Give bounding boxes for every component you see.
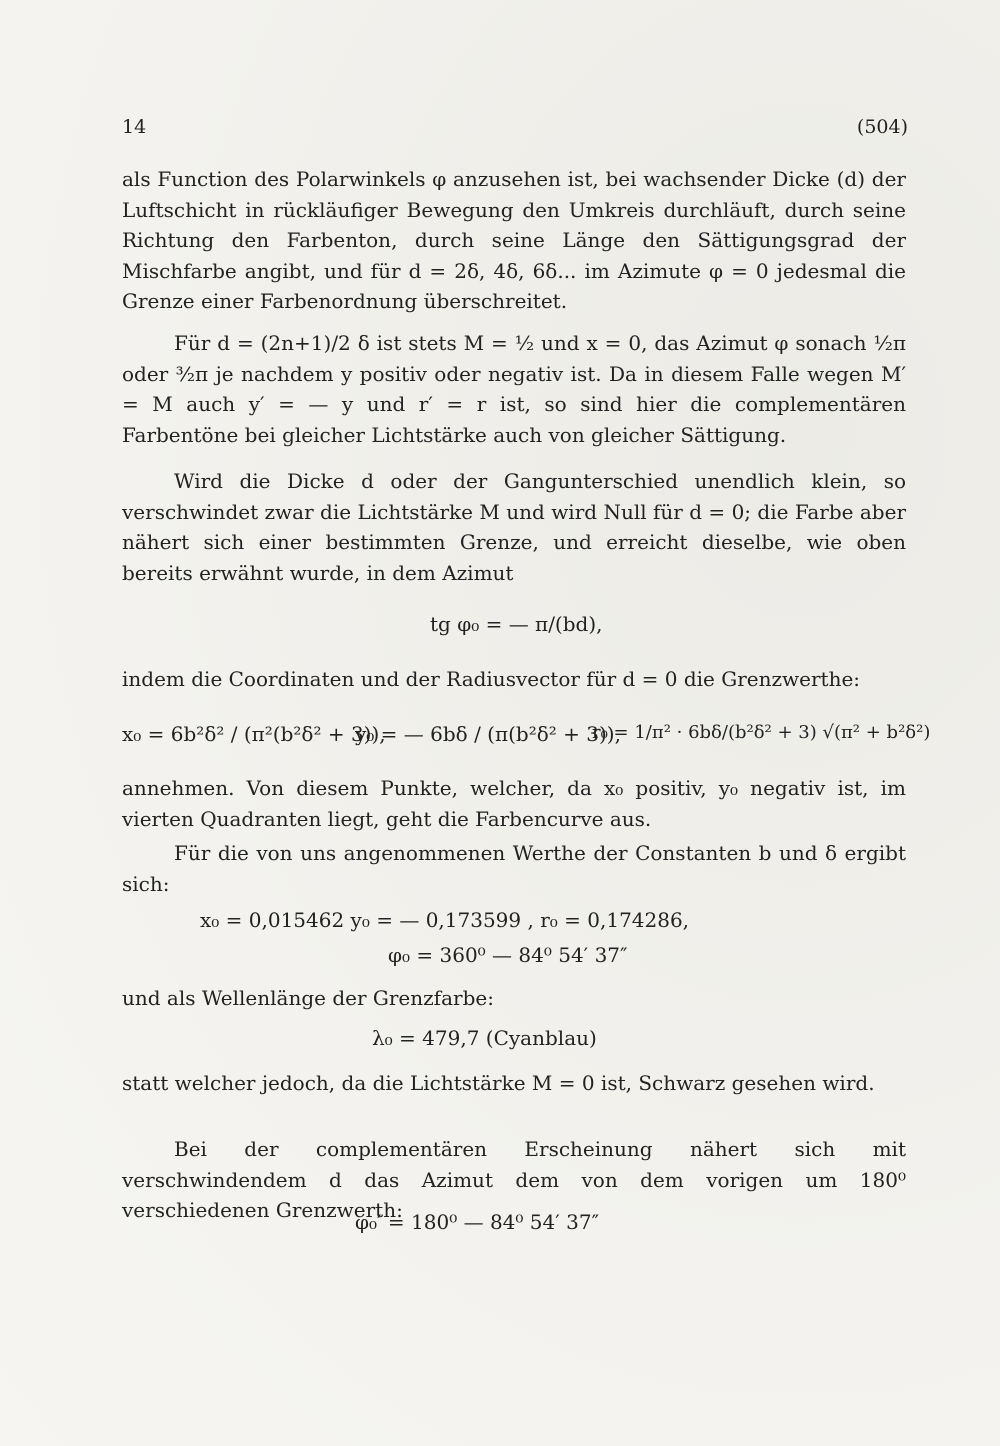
paragraph-2 (122, 328, 906, 450)
paragraph-3 (122, 466, 906, 588)
paragraph-text: statt welcher jedoch, da die Lichtstärke M = 0 ist, Schwarz gesehen wird. (122, 1071, 875, 1095)
paragraph-text: Wird die Dicke d oder der Gangunterschied unendlich klein, so verschwindet zwar die Lichtstärke M und wird Null für d = 0; die Farbe aber nähert sich einer bestimmten Grenze, und erreicht dieselbe, wie oben bereits erwähnt wurde, in dem Azimut (122, 469, 906, 585)
formula-x0: x₀ = 6b²δ² / (π²(b²δ² + 3)), (122, 722, 386, 746)
paragraph-text: als Function des Polarwinkels φ anzusehen ist, bei wachsender Dicke (d) der Luftschicht in rückläufiger Bewegung den Umkreis durchläuft, durch seine Richtung den Farbenton, durch seine Länge den Sättigungsgrad der Mischfarbe angibt, und für d = 2δ, 4δ, 6δ... im Azimute φ = 0 jedesmal die Grenze einer Farbenordnung überschreitet. (122, 167, 906, 313)
paragraph-text: und als Wellenlänge der Grenzfarbe: (122, 986, 494, 1010)
formula-azimut: tg φ₀ = — π/(bd), (430, 612, 603, 636)
paragraph-6 (122, 838, 906, 899)
formula-phi0: φ₀ = 360⁰ — 84⁰ 54′ 37″ (388, 943, 628, 967)
paragraph-7 (122, 983, 906, 1014)
paragraph-1 (122, 164, 906, 317)
formula-phi0-prime: φ₀′ = 180⁰ — 84⁰ 54′ 37″ (355, 1210, 600, 1234)
formula-r0: r₀ = 1/π² · 6bδ/(b²δ² + 3) √(π² + b²δ²) (592, 722, 931, 743)
paragraph-5 (122, 773, 906, 834)
paragraph-text: Für d = (2n+1)/2 δ ist stets M = ½ und x = 0, das Azimut φ sonach ½π oder ³⁄₂π je nachdem y positiv oder negativ ist. Da in diesem Falle wegen M′ = M auch y′ = — y und r′ = r ist, so sind hier die complementären Farbentöne bei gleicher Lichtstärke auch von gleicher Sättigung. (122, 331, 906, 447)
paragraph-4 (122, 664, 906, 695)
paragraph-text: indem die Coordinaten und der Radiusvector für d = 0 die Grenzwerthe: (122, 667, 861, 691)
paragraph-text: Für die von uns angenommenen Werthe der Constanten b und δ ergibt sich: (122, 841, 906, 896)
paragraph-text: annehmen. Von diesem Punkte, welcher, da x₀ positiv, y₀ negativ ist, im vierten Quadranten liegt, geht die Farbencurve aus. (122, 776, 906, 831)
formula-values: x₀ = 0,015462 y₀ = — 0,173599 , r₀ = 0,174286, (200, 908, 690, 932)
page-header (122, 116, 908, 144)
paragraph-8 (122, 1068, 906, 1099)
paragraph-text: Bei der complementären Erscheinung nähert sich mit verschwindendem d das Azimut dem von dem vorigen um 180⁰ verschiedenen Grenzwerth: (122, 1137, 906, 1222)
section-number: (504) (856, 116, 908, 138)
formula-y0: y₀ = — 6bδ / (π(b²δ² + 3)), (355, 722, 621, 746)
page-number: 14 (122, 116, 147, 138)
formula-lambda0: λ₀ = 479,7 (Cyanblau) (372, 1026, 597, 1050)
